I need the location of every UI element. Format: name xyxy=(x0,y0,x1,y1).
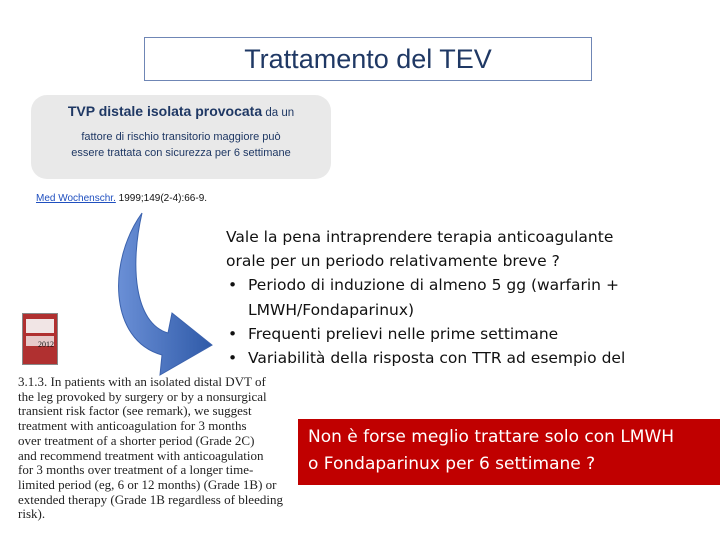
summary-line-1 xyxy=(31,103,331,119)
summary-bold-text: TVP distale isolata provocata xyxy=(67,103,263,119)
guideline-line: limited period (eg, 6 or 12 months) (Grade 1B) or xyxy=(18,476,277,492)
bullet-dot: • xyxy=(228,276,238,295)
title-box xyxy=(144,37,592,81)
guideline-line: transient risk factor (see remark), we suggest xyxy=(18,403,252,419)
reference xyxy=(36,193,207,204)
guideline-cover-icon xyxy=(22,313,58,365)
bullet-item xyxy=(226,322,686,346)
reference-link[interactable]: Med Wochenschr. xyxy=(36,193,116,204)
guideline-line: treatment with anticoagulation for 3 months xyxy=(18,418,247,434)
discussion-text xyxy=(226,225,686,370)
summary-rest-text: da un xyxy=(262,107,295,119)
bullet-text: Frequenti prelievi nelle prime settimane xyxy=(248,324,559,343)
intro-line: Vale la pena intraprendere terapia anticoagulante xyxy=(226,228,614,246)
guideline-recommendation xyxy=(18,375,288,522)
intro-line: orale per un periodo relativamente breve ? xyxy=(226,252,560,271)
guideline-line: and recommend treatment with anticoagulation xyxy=(18,447,264,463)
guideline-line: over treatment of a shorter period (Grade 2C) xyxy=(18,432,255,448)
bullet-text: Variabilità della risposta con TTR ad esempio del xyxy=(248,349,626,368)
guideline-year: 2012 xyxy=(38,340,54,349)
summary-box xyxy=(31,95,331,179)
highlight-line: o Fondaparinux per 6 settimane ? xyxy=(308,454,596,474)
summary-line-3: essere trattata con sicurezza per 6 settimane xyxy=(71,147,291,159)
curved-arrow-icon xyxy=(100,205,220,380)
bullet-text: LMWH/Fondaparinux) xyxy=(248,300,415,319)
guideline-line: risk). xyxy=(18,506,46,522)
bullet-text: Periodo di induzione di almeno 5 gg (warfarin + xyxy=(248,276,619,295)
guideline-line: extended therapy (Grade 1B regardless of bleeding xyxy=(18,491,283,507)
guideline-line: for 3 months over treatment of a longer time- xyxy=(18,462,254,478)
bullet-item xyxy=(226,346,686,370)
bullet-dot: • xyxy=(228,324,238,343)
bullet-dot: • xyxy=(228,349,238,368)
guideline-line: 3.1.3. In patients with an isolated distal DVT of xyxy=(18,374,266,389)
reference-details: 1999;149(2-4):66-9. xyxy=(115,193,208,204)
bullet-item xyxy=(226,273,686,321)
slide-title: Trattamento del TEV xyxy=(244,44,492,74)
summary-line-2: fattore di rischio transitorio maggiore può xyxy=(81,131,281,143)
summary-lines xyxy=(31,129,331,161)
highlight-line: Non è forse meglio trattare solo con LMWH xyxy=(308,427,675,447)
highlight-box xyxy=(298,419,720,485)
guideline-line: the leg provoked by surgery or by a nonsurgical xyxy=(18,388,267,404)
